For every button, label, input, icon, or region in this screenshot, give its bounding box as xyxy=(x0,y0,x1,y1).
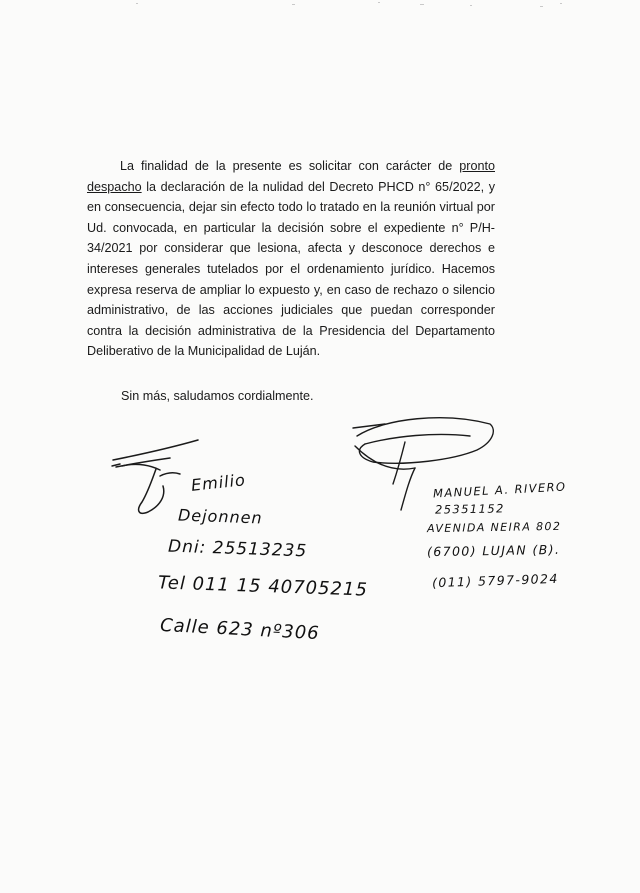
right-signature-name: MANUEL A. RIVERO xyxy=(432,479,567,501)
left-signature-address: Calle 623 nº306 xyxy=(159,614,321,645)
left-signature-name: Emilio xyxy=(190,470,247,495)
left-signature-surname: Dejonnen xyxy=(177,505,263,528)
letter-body-paragraph: La finalidad de la presente es solicitar con carácter de pronto despacho la declaración de la nulidad del Decreto PHCD n° 65/2022, y en consecuencia, dejar sin efecto todo lo tratado en la reunión virtual por Ud. convocada, en particular la decisión sobre el expediente n° P/H-34/2021 por considerar que lesiona, afecta y desconoce derechos e intereses generales tutelados por el ordenamiento jurídico. Hacemos expresa reserva de ampliar lo expuesto y, en caso de rechazo o silencio administrativo, de las acciones judiciales que puedan corresponder contra la decisión administrativa de la Presidencia del Departamento Deliberativo de la Municipalidad de Luján. xyxy=(87,159,495,359)
right-signature-scribble xyxy=(345,406,505,516)
underlined-phrase: pronto despacho xyxy=(87,159,495,194)
closing-line: Sin más, saludamos cordialmente. xyxy=(121,389,314,403)
right-signature-street: AVENIDA NEIRA 802 xyxy=(426,519,562,536)
scan-edge-marks xyxy=(0,0,640,14)
right-signature-phone: (011) 5797-9024 xyxy=(431,570,559,591)
right-signature-id: 25351152 xyxy=(434,501,505,517)
left-signature-dni: Dni: 25513235 xyxy=(167,536,308,562)
right-signature-city: (6700) LUJAN (B). xyxy=(426,541,561,560)
left-signature-phone: Tel 011 15 40705215 xyxy=(157,572,369,601)
